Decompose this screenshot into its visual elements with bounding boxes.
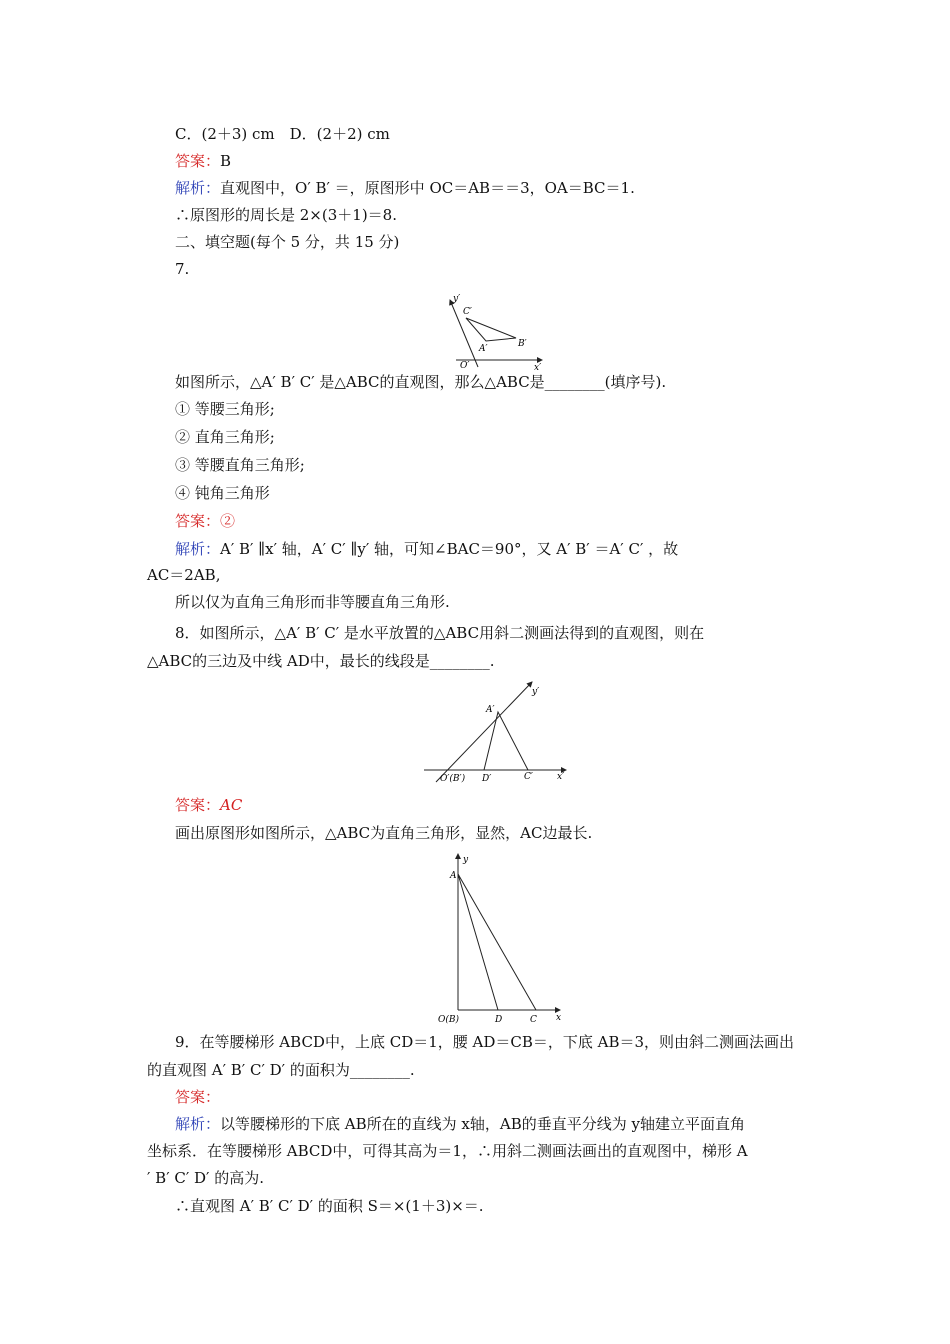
option-c-d: C．(2＋3) cm D．(2＋2) cm	[175, 125, 390, 143]
answer-label: 答案：	[175, 512, 221, 530]
option-2: ② 直角三角形;	[175, 428, 275, 446]
label-x-prime: x′	[534, 363, 542, 370]
label-a: A	[450, 871, 457, 881]
label-o-b-prime: O′(B′)	[440, 774, 466, 784]
label-o-b: O(B)	[438, 1015, 460, 1025]
answer-value: AC	[220, 796, 243, 814]
explanation-9-line3: ′ B′ C′ D′ 的高为.	[147, 1169, 264, 1187]
answer-label: 答案：	[175, 1088, 221, 1106]
explanation-text: A′ B′ ∥x′ 轴，A′ C′ ∥y′ 轴，可知∠BAC＝90°，又 A′ B′ ＝A′ C′ ，故	[220, 540, 679, 558]
answer-8	[175, 795, 242, 815]
explanation-7-line1	[175, 539, 678, 559]
label-y-prime: y′	[532, 687, 540, 697]
triangle-abc-prime	[466, 318, 516, 341]
label-d: D	[495, 1015, 503, 1025]
label-o-prime: O′	[460, 361, 470, 370]
label-x: x	[556, 1013, 562, 1023]
label-c: C	[530, 1015, 537, 1025]
explanation-text: 直观图中，O′ B′ ＝，原图形中 OC＝AB＝＝3，OA＝BC＝1.	[220, 179, 635, 197]
label-d-prime: D′	[482, 774, 492, 784]
option-4: ④ 钝角三角形	[175, 484, 270, 502]
explanation-9-line1	[175, 1114, 745, 1134]
answer-6	[175, 151, 231, 171]
answer-label: 答案：	[175, 152, 221, 170]
explanation-9-line4: ∴直观图 A′ B′ C′ D′ 的面积 S＝×(1＋3)×＝.	[175, 1197, 484, 1215]
label-y: y	[463, 855, 469, 865]
question-7-number: 7.	[175, 260, 190, 278]
answer-value: ②	[220, 512, 236, 530]
perimeter-line: ∴原图形的周长是 2×(3＋1)＝8.	[175, 206, 397, 224]
figure-9-diagram	[432, 848, 568, 1028]
answer-value: B	[220, 152, 232, 170]
explanation-7-line2: AC＝2AB,	[147, 566, 221, 584]
figure-7-diagram	[430, 288, 550, 370]
y-axis	[436, 682, 532, 782]
label-c-prime: C′	[463, 307, 472, 317]
triangle-sides	[484, 712, 528, 770]
hypotenuse-ac	[458, 874, 536, 1010]
explanation-9-line2: 坐标系．在等腰梯形 ABCD中，可得其高为＝1，∴用斜二测画法画出的直观图中，梯形 A	[147, 1142, 748, 1160]
label-x-prime: x′	[557, 772, 565, 782]
label-b-prime: B′	[518, 339, 527, 349]
question-9-line2: 的直观图 A′ B′ C′ D′ 的面积为________.	[147, 1061, 415, 1079]
answer-7	[175, 511, 235, 531]
option-1: ① 等腰三角形;	[175, 400, 275, 418]
explanation-label: 解析：	[175, 540, 221, 558]
explanation-6	[175, 178, 635, 198]
label-y-prime: y′	[453, 294, 461, 304]
question-8-line2: △ABC的三边及中线 AD中，最长的线段是________.	[147, 652, 495, 670]
label-a-prime: A′	[479, 344, 488, 354]
label-a-prime: A′	[486, 705, 495, 715]
median-ad	[458, 874, 498, 1010]
label-c-prime: C′	[524, 772, 533, 782]
question-7-text: 如图所示，△A′ B′ C′ 是△ABC的直观图，那么△ABC是________(填序号).	[175, 373, 667, 391]
explanation-label: 解析：	[175, 179, 221, 197]
question-9-line1: 9．在等腰梯形 ABCD中，上底 CD＝1，腰 AD＝CB＝，下底 AB＝3，则由斜二测画法画出	[175, 1033, 795, 1051]
question-8-line1: 8．如图所示，△A′ B′ C′ 是水平放置的△ABC用斜二测画法得到的直观图，则在	[175, 624, 705, 642]
option-3: ③ 等腰直角三角形;	[175, 456, 305, 474]
answer-label: 答案：	[175, 796, 221, 814]
explanation-8: 画出原图形如图所示，△ABC为直角三角形，显然，AC边最长.	[175, 824, 593, 842]
explanation-text: 以等腰梯形的下底 AB所在的直线为 x轴，AB的垂直平分线为 y轴建立平面直角	[220, 1115, 745, 1133]
explanation-label: 解析：	[175, 1115, 221, 1133]
section-heading: 二、填空题(每个 5 分，共 15 分)	[175, 233, 400, 251]
figure-8-diagram	[418, 678, 574, 788]
answer-9	[175, 1087, 220, 1107]
explanation-7-line3: 所以仅为直角三角形而非等腰直角三角形.	[175, 593, 450, 611]
